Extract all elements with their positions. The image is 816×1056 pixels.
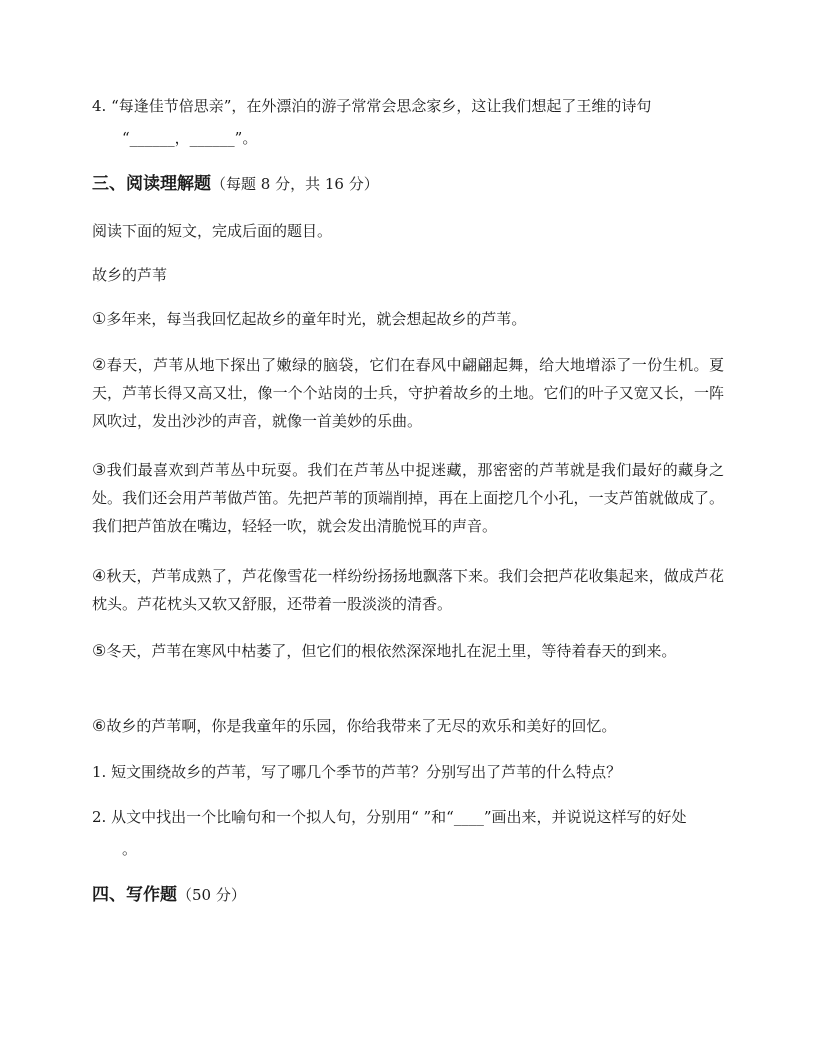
article-paragraph-4 (92, 562, 724, 618)
paragraph-text: 故乡的芦苇啊，你是我童年的乐园，你给我带来了无尽的欢乐和美好的回忆。 (106, 717, 617, 735)
question-2-line-1: 2. 从文中找出一个比喻句和一个拟人句，分别用“ ”和“____”画出来，并说说这样写的好处 (92, 808, 687, 826)
question-2-line-2: 。 (122, 840, 138, 858)
section-3-heading (92, 173, 732, 195)
paragraph-number: ③ (92, 460, 107, 479)
paragraph-text: 春天，芦苇从地下探出了嫩绿的脑袋，它们在春风中翩翩起舞，给大地增添了一份生机。夏天，芦苇长得又高又壮，像一个个站岗的士兵，守护着故乡的土地。它们的叶子又宽又长，一阵风吹过，发出沙沙的声音，就像一首美妙的乐曲。 (92, 356, 725, 430)
paragraph-number: ② (92, 355, 107, 374)
article-paragraph-6 (92, 712, 724, 740)
paragraph-text: 多年来，每当我回忆起故乡的童年时光，就会想起故乡的芦苇。 (106, 310, 527, 328)
paragraph-number: ① (92, 309, 107, 328)
section-3-score-note: （每题 8 分，共 16 分） (211, 175, 379, 193)
question-4-line-1: 4. “每逢佳节倍思亲”，在外漂泊的游子常常会思念家乡，这让我们想起了王维的诗句 (92, 97, 652, 115)
paragraph-number: ⑥ (92, 716, 107, 735)
paragraph-number: ④ (92, 566, 107, 585)
article-paragraph-3 (92, 456, 724, 540)
reading-instruction: 阅读下面的短文，完成后面的题目。 (92, 222, 333, 240)
section-4-heading (92, 884, 732, 906)
article-paragraph-2 (92, 351, 724, 435)
paragraph-text: 秋天，芦苇成熟了，芦花像雪花一样纷纷扬扬地飘落下来。我们会把芦花收集起来，做成芦花枕头。芦花枕头又软又舒服，还带着一股淡淡的清香。 (92, 567, 725, 613)
paragraph-text: 我们最喜欢到芦苇丛中玩耍。我们在芦苇丛中捉迷藏，那密密的芦苇就是我们最好的藏身之处。我们还会用芦苇做芦笛。先把芦苇的顶端削掉，再在上面挖几个小孔，一支芦笛就做成了。我们把芦笛放在嘴边，轻轻一吹，就会发出清脆悦耳的声音。 (92, 461, 725, 535)
article-paragraph-5 (92, 637, 724, 665)
section-4-score-note: （50 分） (177, 886, 246, 904)
section-3-title: 三、阅读理解题 (92, 174, 211, 194)
article-title: 故乡的芦苇 (92, 266, 168, 284)
paragraph-text: 冬天，芦苇在寒风中枯萎了，但它们的根依然深深地扎在泥土里，等待着春天的到来。 (106, 642, 677, 660)
question-4-line-2: “______，______”。 (122, 129, 258, 147)
article-paragraph-1 (92, 305, 724, 333)
paragraph-number: ⑤ (92, 641, 107, 660)
question-1: 1. 短文围绕故乡的芦苇，写了哪几个季节的芦苇？分别写出了芦苇的什么特点？ (92, 763, 622, 781)
section-4-title: 四、写作题 (92, 885, 177, 905)
